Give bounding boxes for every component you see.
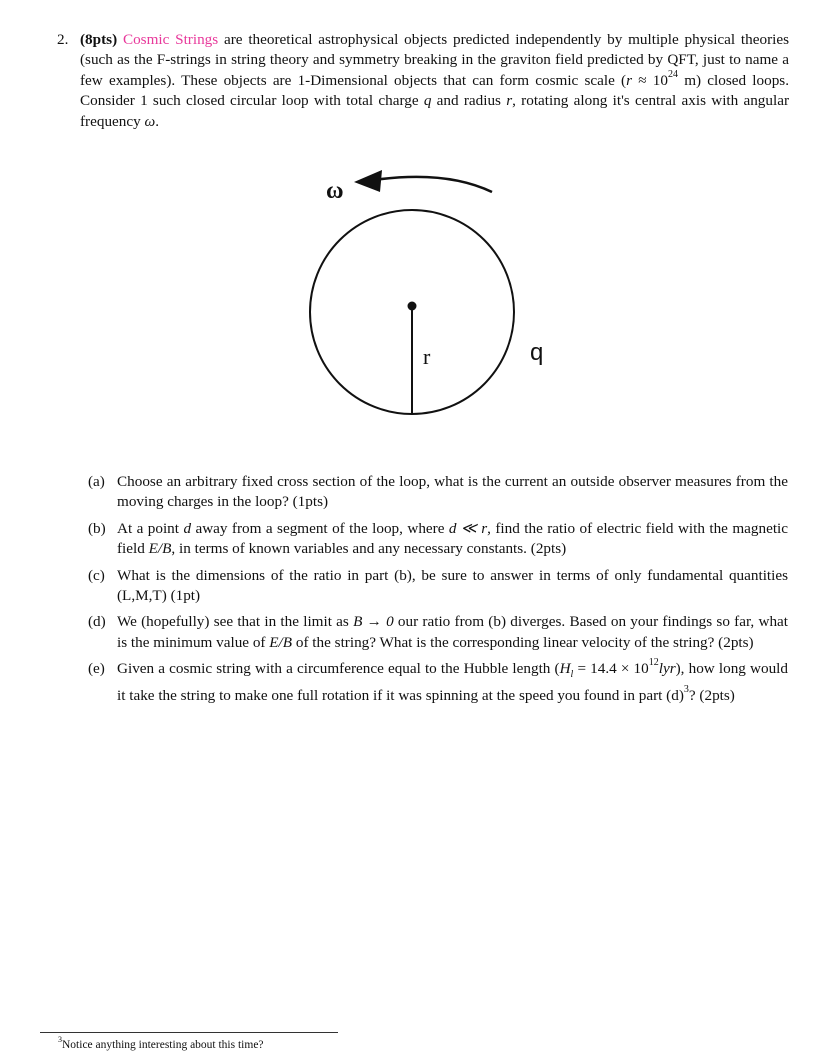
part-text — [117, 612, 788, 653]
part-e-exponent: 12 — [648, 657, 659, 669]
part-label: (d) — [88, 613, 106, 631]
part-b-text-1: At a point — [117, 519, 184, 537]
part-text: What is the dimensions of the ratio in part (b), be sure to answer in terms of only fundamental quantities (L,M,T) (1pt) — [117, 566, 788, 605]
part-d-limit: B → 0 — [353, 613, 394, 631]
problem-number: 2. — [57, 31, 69, 48]
part-e-text-1: Given a cosmic string with a circumference equal to the Hubble length ( — [117, 660, 560, 678]
part-b-ratio: E/B — [148, 540, 172, 558]
part-c — [88, 566, 788, 607]
part-d-text-2: our ratio from (b) diverges. Based on your findings so far, what is the minimum value of — [117, 613, 788, 651]
part-b — [88, 519, 788, 560]
part-e-unit: lyr — [658, 660, 676, 678]
footnote-text: Notice anything interesting about this time? — [62, 1039, 264, 1051]
problem-2 — [57, 30, 789, 132]
part-d-ratio: E/B — [269, 633, 293, 651]
footnote-rule — [40, 1032, 338, 1033]
loop-figure — [296, 162, 556, 422]
intro-text-2: m) closed loops. Consider 1 such closed circular loop with total charge — [80, 71, 789, 110]
part-label: (a) — [88, 473, 105, 490]
omega-label: ω — [326, 178, 344, 204]
question-parts — [88, 472, 788, 712]
part-e-text-2: = 14.4 × 10 — [573, 660, 649, 678]
part-b-text-4: , in terms of known variables and any necessary constants. (2pts) — [171, 540, 567, 558]
part-b-text-2: away from a segment of the loop, where — [191, 519, 449, 537]
rotation-arrow-arc — [374, 177, 492, 192]
part-d-text-1: We (hopefully) see that in the limit as — [117, 613, 354, 631]
part-b-condition: d ≪ r — [448, 519, 488, 537]
part-e-text-4: ? (2pts) — [688, 686, 735, 704]
part-b-text-3: , find the ratio of electric field with the magnetic field — [117, 519, 789, 558]
part-text — [117, 519, 788, 560]
part-label: (c) — [88, 566, 105, 584]
part-d — [88, 612, 788, 653]
part-d-text-3: of the string? What is the corresponding linear velocity of the string? (2pts) — [292, 633, 754, 651]
intro-r: r — [626, 71, 633, 89]
intro-text-1: are theoretical astrophysical objects predicted independently by multiple physical theories (such as the F-strings in string theory and symmetry breaking in the graviton field predicted by QFT, just to name a few examples). These objects are 1-Dimensional objects that can form cosmic scale ( — [80, 31, 790, 89]
footnote — [58, 1035, 264, 1053]
part-e-text-3: ), how long would it take the string to make one full rotation if it was spinning at the speed you found in part (d) — [117, 660, 788, 704]
footnote-number: 3 — [58, 1035, 62, 1045]
intro-r2: r — [506, 92, 513, 110]
rotation-arrowhead — [354, 170, 382, 192]
intro-text-5: . — [155, 112, 160, 130]
problem-points: (8pts) — [80, 31, 118, 48]
part-e — [88, 659, 788, 706]
part-e-hubble-subscript: l — [570, 669, 574, 681]
intro-text-4: , rotating along it's central axis with angular frequency — [80, 92, 790, 130]
intro-omega: ω — [144, 112, 156, 130]
part-text — [117, 659, 788, 706]
part-text: Choose an arbitrary fixed cross section of the loop, what is the current an outside observer measures from the moving charges in the loop? (1pts) — [117, 473, 788, 511]
problem-intro — [57, 30, 789, 132]
problem-topic: Cosmic Strings — [122, 31, 219, 48]
footnote-marker[interactable]: 3 — [683, 683, 689, 695]
intro-approx: ≈ 10 — [632, 71, 668, 89]
part-a — [88, 472, 788, 513]
radius-label: r — [423, 344, 431, 369]
intro-exponent: 24 — [667, 68, 678, 80]
part-b-d: d — [183, 519, 192, 537]
part-label: (b) — [88, 519, 106, 537]
intro-q: q — [423, 92, 432, 110]
part-label: (e) — [88, 660, 105, 678]
part-e-hubble-symbol: H — [559, 660, 571, 678]
charge-label: q — [530, 339, 544, 366]
intro-text-3: and radius — [431, 92, 507, 110]
